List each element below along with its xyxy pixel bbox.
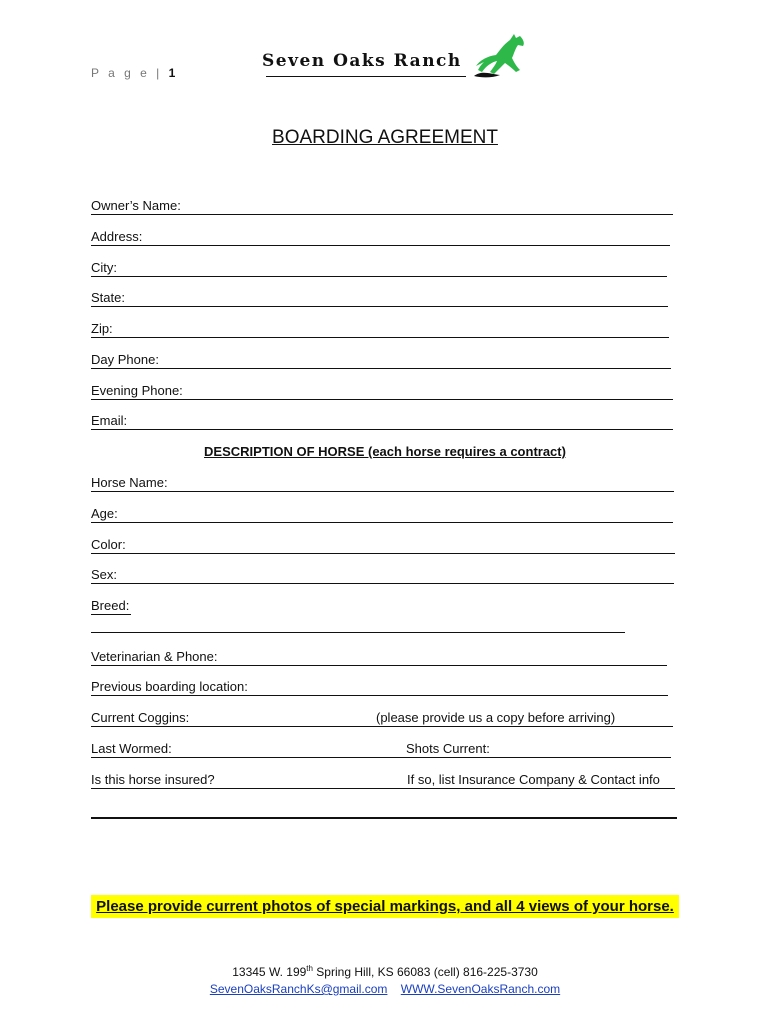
address-label: Address: bbox=[91, 229, 143, 244]
zip-field[interactable] bbox=[91, 321, 669, 338]
breed-field[interactable] bbox=[91, 598, 131, 615]
insured-field[interactable] bbox=[91, 772, 675, 789]
city-field[interactable] bbox=[91, 260, 667, 277]
insured-note: If so, list Insurance Company & Contact info bbox=[407, 772, 660, 787]
day-phone-field[interactable] bbox=[91, 352, 671, 369]
day-phone-label: Day Phone: bbox=[91, 352, 159, 367]
breed-label: Breed: bbox=[91, 598, 130, 613]
color-label: Color: bbox=[91, 537, 126, 552]
footer-links bbox=[0, 982, 770, 996]
website-link[interactable]: WWW.SevenOaksRanch.com bbox=[400, 982, 561, 996]
email-field[interactable] bbox=[91, 413, 673, 430]
coggins-label: Current Coggins: bbox=[91, 710, 190, 725]
horse-section-heading: DESCRIPTION OF HORSE (each horse requires a contract) bbox=[204, 444, 566, 459]
sex-label: Sex: bbox=[91, 567, 118, 582]
owner-name-field[interactable] bbox=[91, 198, 673, 215]
state-field[interactable] bbox=[91, 290, 668, 307]
wormed-label: Last Wormed: bbox=[91, 741, 172, 756]
previous-boarding-label: Previous boarding location: bbox=[91, 679, 248, 694]
page-label: P a g e | bbox=[91, 66, 163, 80]
logo-text: Seven Oaks Ranch bbox=[262, 51, 462, 71]
city-label: City: bbox=[91, 260, 117, 275]
veterinarian-field[interactable] bbox=[91, 649, 667, 666]
color-field[interactable] bbox=[91, 537, 675, 554]
page-title: BOARDING AGREEMENT bbox=[272, 127, 498, 148]
email-label: Email: bbox=[91, 413, 128, 428]
insured-label: Is this horse insured? bbox=[91, 772, 215, 787]
zip-label: Zip: bbox=[91, 321, 113, 336]
evening-phone-field[interactable] bbox=[91, 383, 673, 400]
address-street: 13345 W. 199 bbox=[232, 965, 307, 979]
sex-field[interactable] bbox=[91, 567, 674, 584]
shots-label: Shots Current: bbox=[406, 741, 490, 756]
breed-line[interactable] bbox=[91, 632, 625, 633]
state-label: State: bbox=[91, 290, 125, 305]
horse-name-label: Horse Name: bbox=[91, 475, 168, 490]
wormed-field[interactable] bbox=[91, 741, 671, 758]
address-field[interactable] bbox=[91, 229, 670, 246]
age-label: Age: bbox=[91, 506, 118, 521]
ranch-logo bbox=[258, 30, 528, 90]
page-number-value: 1 bbox=[168, 66, 176, 80]
horse-icon bbox=[470, 30, 530, 82]
previous-boarding-field[interactable] bbox=[91, 679, 668, 696]
address-suffix: th bbox=[306, 964, 313, 973]
insurance-line[interactable] bbox=[91, 817, 677, 819]
footer-address bbox=[0, 964, 770, 979]
coggins-note: (please provide us a copy before arriving) bbox=[376, 710, 616, 725]
horse-name-field[interactable] bbox=[91, 475, 674, 492]
photos-notice: Please provide current photos of special markings, and all 4 views of your horse. bbox=[91, 895, 679, 918]
email-link[interactable]: SevenOaksRanchKs@gmail.com bbox=[209, 982, 388, 996]
veterinarian-label: Veterinarian & Phone: bbox=[91, 649, 218, 664]
evening-phone-label: Evening Phone: bbox=[91, 383, 183, 398]
page-number bbox=[91, 66, 175, 80]
logo-underline bbox=[266, 76, 466, 77]
age-field[interactable] bbox=[91, 506, 673, 523]
owner-name-label: Owner’s Name: bbox=[91, 198, 181, 213]
coggins-field[interactable] bbox=[91, 710, 673, 727]
address-rest: Spring Hill, KS 66083 (cell) 816-225-3730 bbox=[312, 965, 538, 979]
